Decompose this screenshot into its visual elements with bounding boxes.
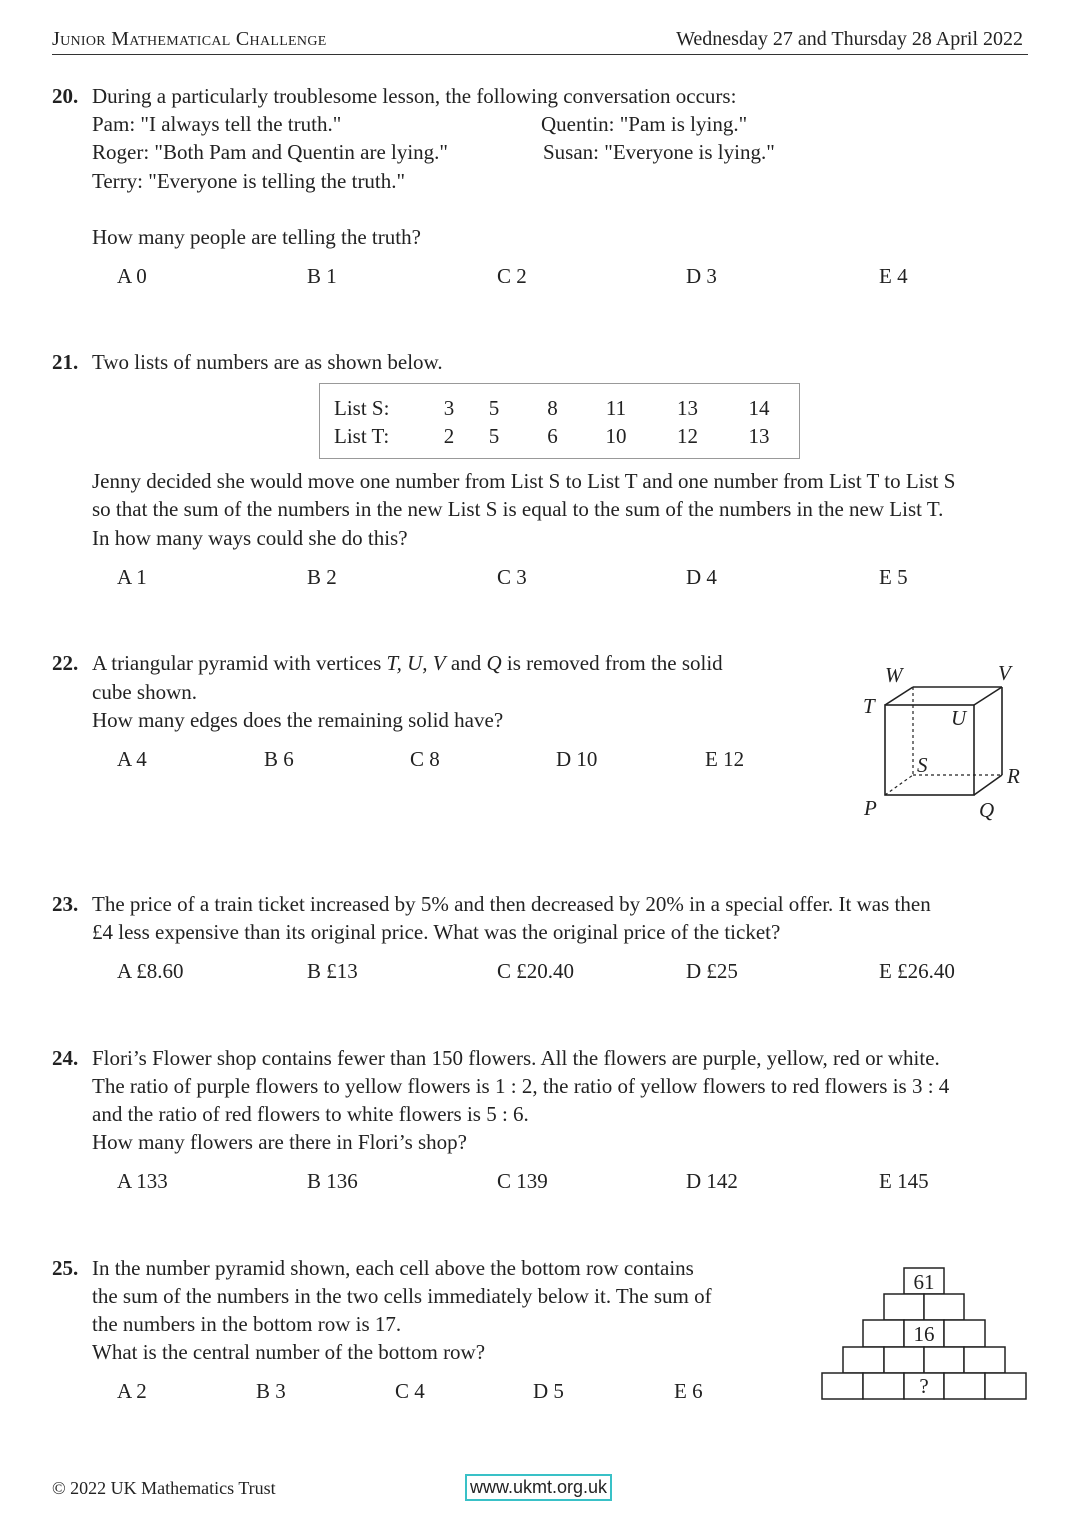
q20-option-b: B 1: [307, 264, 337, 288]
q25-option-d: D 5: [533, 1379, 564, 1403]
q22-vertex-vars: T, U, V: [386, 651, 446, 675]
q20-quentin: Quentin: "Pam is lying.": [541, 112, 748, 136]
q22-option-a: A 4: [117, 747, 147, 771]
q20-question: How many people are telling the truth?: [92, 225, 421, 249]
q20-roger: Roger: "Both Pam and Quentin are lying.": [92, 140, 449, 164]
footer-website-link[interactable]: www.ukmt.org.uk: [465, 1474, 612, 1501]
q20-option-d: D 3: [686, 264, 717, 288]
q25-line1: In the number pyramid shown, each cell above the bottom row contains: [92, 1256, 694, 1280]
q25-option-c: C 4: [395, 1379, 425, 1403]
list-s-value: 14: [748, 395, 770, 420]
pyramid-top-value: 61: [913, 1270, 935, 1294]
q24-option-b: B 136: [307, 1169, 358, 1193]
q21-lists-table: [319, 383, 800, 459]
q25-option-b: B 3: [256, 1379, 286, 1403]
list-s-value: 8: [547, 395, 558, 420]
vertex-label-u: U: [951, 706, 967, 730]
q22-option-c: C 8: [410, 747, 440, 771]
vertex-label-r: R: [1007, 764, 1020, 788]
q20-susan: Susan: "Everyone is lying.": [543, 140, 775, 164]
vertex-label-q: Q: [979, 798, 995, 822]
q21-option-b: B 2: [307, 565, 337, 589]
pyramid-cell: [944, 1320, 985, 1347]
q22-option-b: B 6: [264, 747, 294, 771]
list-s-value: 13: [677, 395, 698, 420]
q21-option-d: D 4: [686, 565, 717, 589]
list-t-value: 10: [605, 423, 627, 448]
list-s-label: List S:: [334, 395, 390, 420]
q22-line1: A triangular pyramid with vertices T, U, V and Q is removed from the solid: [92, 651, 723, 675]
q24-line2: The ratio of purple flowers to yellow flowers is 1 : 2, the ratio of yellow flowers to red flowers is 3 : 4: [92, 1074, 950, 1098]
pyramid-cell: [863, 1320, 904, 1347]
q23-option-d: D £25: [686, 959, 738, 983]
number-pyramid: [815, 1262, 1035, 1407]
q22-line2: cube shown.: [92, 680, 197, 704]
cube-edge: [974, 775, 1002, 795]
pyramid-cell: [884, 1294, 924, 1320]
list-t-value: 12: [677, 423, 698, 448]
q20-intro: During a particularly troublesome lesson, the following conversation occurs:: [92, 84, 737, 108]
q24-line4: How many flowers are there in Flori’s shop?: [92, 1130, 467, 1154]
q21-option-e: E 5: [879, 565, 908, 589]
q25-line2: the sum of the numbers in the two cells immediately below it. The sum of: [92, 1284, 712, 1308]
q20-terry: Terry: "Everyone is telling the truth.": [92, 169, 406, 193]
q24-number: 24.: [52, 1046, 79, 1070]
q24-option-a: A 133: [117, 1169, 168, 1193]
pyramid-middle-value: 16: [913, 1322, 935, 1346]
cube-edge: [885, 687, 913, 705]
q21-number: 21.: [52, 350, 79, 374]
q21-intro: Two lists of numbers are as shown below.: [92, 350, 443, 374]
q20-option-a: A 0: [117, 264, 147, 288]
q20-pam: Pam: "I always tell the truth.": [92, 112, 342, 136]
list-t-value: 2: [443, 423, 455, 448]
q20-option-e: E 4: [879, 264, 908, 288]
list-t-value: 5: [488, 423, 500, 448]
q23-option-a: A £8.60: [117, 959, 184, 983]
pyramid-cell: [924, 1294, 964, 1320]
q23-option-e: E £26.40: [879, 959, 955, 983]
pyramid-cell: [944, 1373, 985, 1399]
list-s-value: 5: [488, 395, 500, 420]
list-s-value: 3: [443, 395, 455, 420]
pyramid-cell: [964, 1347, 1005, 1373]
q21-option-c: C 3: [497, 565, 527, 589]
pyramid-cell: [924, 1347, 964, 1373]
q23-number: 23.: [52, 892, 79, 916]
q23-option-b: B £13: [307, 959, 358, 983]
header-divider: [52, 54, 1028, 55]
q24-option-c: C 139: [497, 1169, 548, 1193]
list-t-label: List T:: [334, 423, 390, 448]
pyramid-bottom-center: ?: [919, 1374, 929, 1398]
vertex-label-w: W: [885, 663, 903, 687]
q20-option-c: C 2: [497, 264, 527, 288]
vertex-label-s: S: [917, 753, 928, 777]
cube-diagram: [855, 655, 1035, 830]
q22-vertex-q: Q: [486, 651, 502, 675]
vertex-label-t: T: [863, 694, 875, 718]
vertex-label-v: V: [998, 661, 1011, 685]
q22-option-e: E 12: [705, 747, 745, 771]
page-header-title: Junior Mathematical Challenge: [52, 28, 327, 50]
q25-line4: What is the central number of the bottom row?: [92, 1340, 486, 1364]
list-s-row: [334, 394, 794, 422]
list-t-value: 6: [547, 423, 558, 448]
q25-option-a: A 2: [117, 1379, 147, 1403]
q22-line3: How many edges does the remaining solid have?: [92, 708, 504, 732]
q25-option-e: E 6: [674, 1379, 703, 1403]
q23-option-c: C £20.40: [497, 959, 575, 983]
q24-option-e: E 145: [879, 1169, 929, 1193]
list-t-row: [334, 422, 794, 450]
q23-line1: The price of a train ticket increased by 5% and then decreased by 20% in a special offer. It was then: [92, 892, 931, 916]
q24-line1: Flori’s Flower shop contains fewer than 150 flowers. All the flowers are purple, yellow, red or white.: [92, 1046, 940, 1070]
q21-line2: so that the sum of the numbers in the new List S is equal to the sum of the numbers in the new List T.: [92, 497, 944, 521]
q24-option-d: D 142: [686, 1169, 738, 1193]
pyramid-cell: [884, 1347, 924, 1373]
q25-line3: the numbers in the bottom row is 17.: [92, 1312, 402, 1336]
q24-line3: and the ratio of red flowers to white flowers is 5 : 6.: [92, 1102, 529, 1126]
pyramid-cell: [985, 1373, 1026, 1399]
q23-line2: £4 less expensive than its original price. What was the original price of the ticket?: [92, 920, 781, 944]
vertex-label-p: P: [864, 796, 877, 820]
list-t-value: 13: [748, 423, 770, 448]
pyramid-cell: [822, 1373, 863, 1399]
list-s-value: 11: [605, 395, 627, 420]
pyramid-cell: [843, 1347, 884, 1373]
page-header-date: Wednesday 27 and Thursday 28 April 2022: [676, 28, 1023, 50]
cube-edge: [974, 687, 1002, 705]
q22-number: 22.: [52, 651, 79, 675]
q22-option-d: D 10: [556, 747, 598, 771]
cube-hidden-edge: [885, 775, 913, 795]
q21-option-a: A 1: [117, 565, 147, 589]
q20-number: 20.: [52, 84, 79, 108]
pyramid-cell: [863, 1373, 904, 1399]
q25-number: 25.: [52, 1256, 79, 1280]
footer-copyright: © 2022 UK Mathematics Trust: [52, 1478, 276, 1498]
q21-line1: Jenny decided she would move one number from List S to List T and one number from List T to List S: [92, 469, 956, 493]
q21-line3: In how many ways could she do this?: [92, 526, 408, 550]
